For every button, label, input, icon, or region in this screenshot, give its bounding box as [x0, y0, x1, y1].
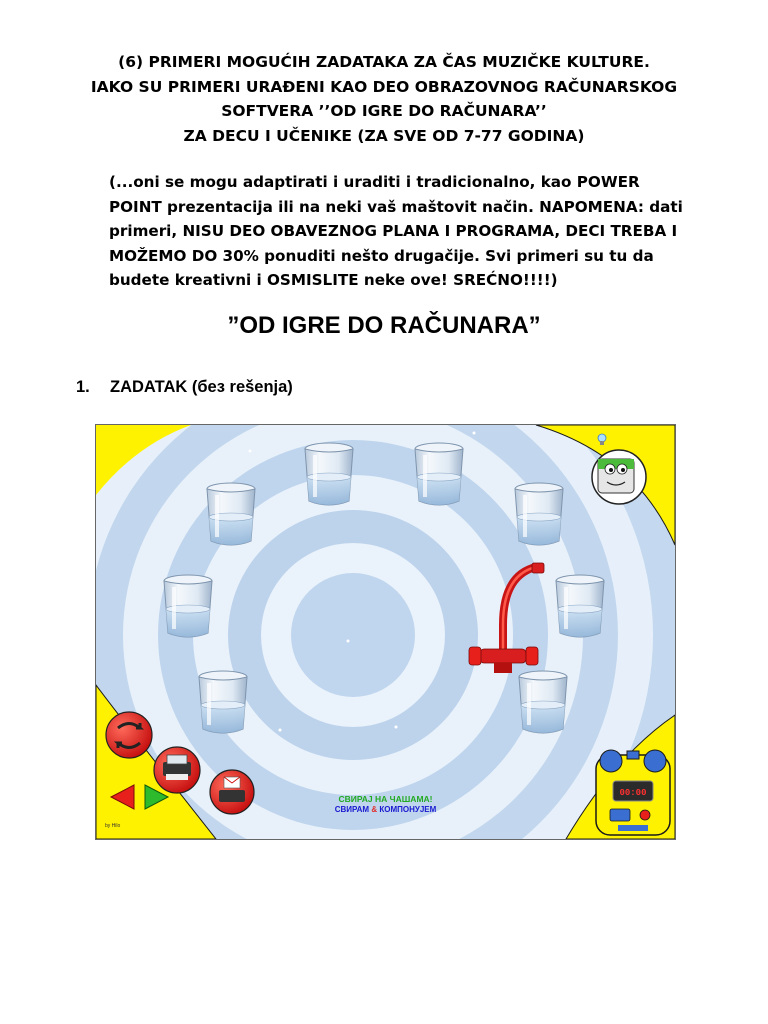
timer-readout: 00:00 — [619, 788, 647, 798]
heading-line: SOFTVERA ’’OD IGRE DO RAČUNARA’’ — [221, 102, 547, 120]
heading-line: ZA DECU I UČENIKE (ZA SVE OD 7-77 GODINA) — [183, 126, 585, 145]
note-line: (...oni se mogu adaptirati i uraditi i tradicionalno, kao POWER — [109, 173, 640, 191]
back-arrows-button[interactable] — [106, 712, 152, 758]
subtitle-part-b: КОМПОНУЈЕМ — [379, 805, 437, 814]
water-glass-icon[interactable] — [519, 671, 567, 733]
subtitle-ampersand: & — [371, 805, 378, 814]
game-scene-graphic — [96, 425, 675, 839]
print-button[interactable] — [154, 747, 200, 793]
task-number: 1. — [76, 378, 90, 396]
water-glass-icon[interactable] — [415, 443, 463, 505]
game-subtitle-text — [96, 805, 675, 814]
water-glass-icon[interactable] — [207, 483, 255, 545]
document-heading — [40, 50, 728, 148]
water-glass-icon[interactable] — [305, 443, 353, 505]
game-title-text: СВИРАЈ НА ЧАШАМА! — [338, 794, 433, 804]
note-line: MOŽEMO DO 30% ponuditi nešto drugačije. Svi primeri su tu da — [109, 246, 654, 265]
task-label: ZADATAK (без rešenja) — [110, 378, 293, 396]
water-glass-icon[interactable] — [515, 483, 563, 545]
water-glass-icon[interactable] — [199, 671, 247, 733]
note-line: budete kreativni i OSMISLITE neke ove! SREĆNO!!!!) — [109, 271, 558, 289]
water-glass-icon[interactable] — [556, 575, 604, 637]
subtitle-part-a: СВИРАМ — [334, 805, 370, 814]
author-byline: by Hilo — [105, 823, 121, 829]
note-line: primeri, NISU DEO OBAVEZNOG PLANA I PROGRAMA, DECI TREBA I — [109, 222, 678, 240]
heading-line: IAKO SU PRIMERI URAĐENI KAO DEO OBRAZOVNOG RAČUNARSKOG — [90, 77, 678, 96]
section-title: ”OD IGRE DO RAČUNARA” — [227, 312, 541, 339]
note-line: POINT prezentacija ili na neki vaš maštovit način. NAPOMENA: dati — [109, 197, 683, 216]
note-paragraph — [109, 170, 683, 293]
heading-line: (6) PRIMERI MOGUĆIH ZADATAKA ZA ČAS MUZIČKE KULTURE. — [118, 53, 650, 71]
game-screenshot — [95, 424, 676, 840]
task-heading — [76, 378, 293, 397]
water-glass-icon[interactable] — [164, 575, 212, 637]
